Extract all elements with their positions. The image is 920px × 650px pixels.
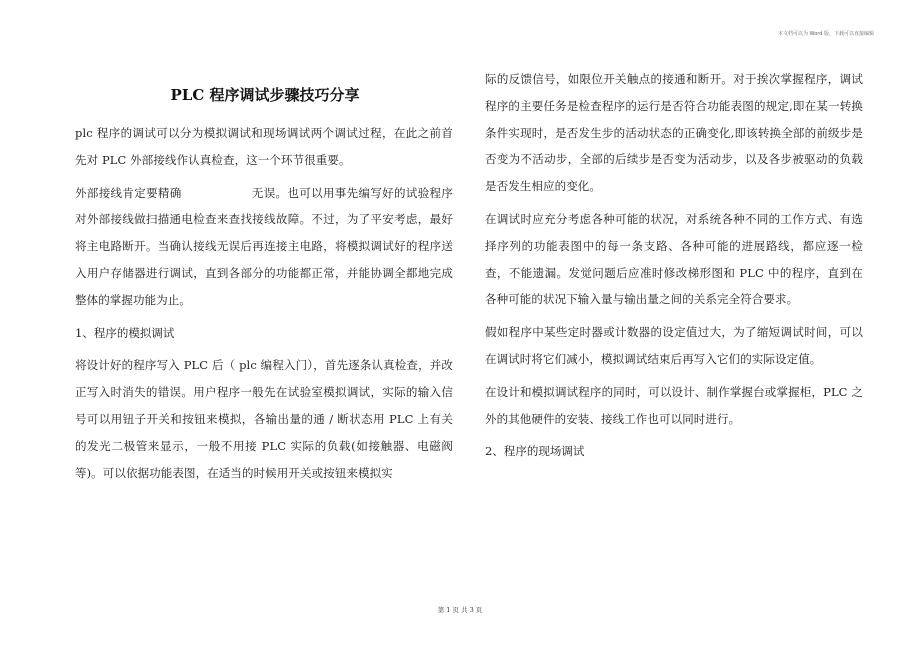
intro-paragraph: plc 程序的调试可以分为模拟调试和现场调试两个调试过程，在此之前首先对 PLC 外部接线作认真检查，这一个环节很重要。 <box>75 126 453 167</box>
wiring-text-part2: 无误。也可以用事先编写好的试验程序对外部接线做扫描通电检查来查找接线故障。不过，为了平安考虑，最好将主电路断开。当确认接线无误后再连接主电路，将模拟调试好的程序送入用户存储器进行调试，直到各部分的功能都正常，并能协调全都地完成整体的掌握功能为止。 <box>75 185 454 307</box>
section2-heading: 2、程序的现场调试 <box>485 444 585 459</box>
continued-paragraph: 际的反馈信号，如限位开关触点的接通和断开。对于挨次掌握程序，调试程序的主要任务是检查程序的运行是否符合功能表图的规定,即在某一转换条件实现时，是否发生步的活动状态的正确变化,即该转换全部的前级步是否变为不活动步，全部的后续步是否变为活动步，以及各步被驱动的负载是否发生相应的变化。 <box>485 72 863 194</box>
wiring-paragraph <box>75 180 453 314</box>
page-title: PLC 程序调试步骤技巧分享 <box>170 86 360 104</box>
hardware-paragraph: 在设计和模拟调试程序的同时，可以设计、制作掌握台或掌握柜，PLC 之外的其他硬件的安装、接线工作也可以同时进行。 <box>485 384 863 426</box>
left-column <box>75 120 453 492</box>
page-footer: 第 1 页 共 3 页 <box>437 606 483 614</box>
right-column <box>485 66 863 471</box>
wiring-text-part1: 外部接线肯定要精确 <box>75 185 182 200</box>
debug-paragraph: 在调试时应充分考虑各种可能的状况，对系统各种不同的工作方式、有选择序列的功能表图中的每一条支路、各种可能的进展路线，都应逐一检查，不能遗漏。发觉问题后应准时修改梯形图和 PLC 中的程序，直到在各种可能的状况下输入量与输出量之间的关系完全符合要求。 <box>485 211 863 307</box>
section1-body: 将设计好的程序写入 PLC 后（ plc 编程入门），首先逐条认真检查，并改正写入时消失的错误。用户程序一般先在试验室模拟调试，实际的输入信号可以用钮子开关和按钮来模拟，各输出量的通 / 断状态用 PLC 上有关的发光二极管来显示，一般不用接 PLC 实际的负载(如接触器、电磁阀等)。可以依据功能表图，在适当的时候用开关或按钮来模拟实 <box>75 358 453 480</box>
header-note: 本文档可以为 Word 版，下载可以直接编辑 <box>777 31 874 37</box>
timer-paragraph: 假如程序中某些定时器或计数器的设定值过大，为了缩短调试时间，可以在调试时将它们减小，模拟调试结束后再写入它们的实际设定值。 <box>485 325 863 366</box>
section1-heading: 1、程序的模拟调试 <box>75 325 175 340</box>
